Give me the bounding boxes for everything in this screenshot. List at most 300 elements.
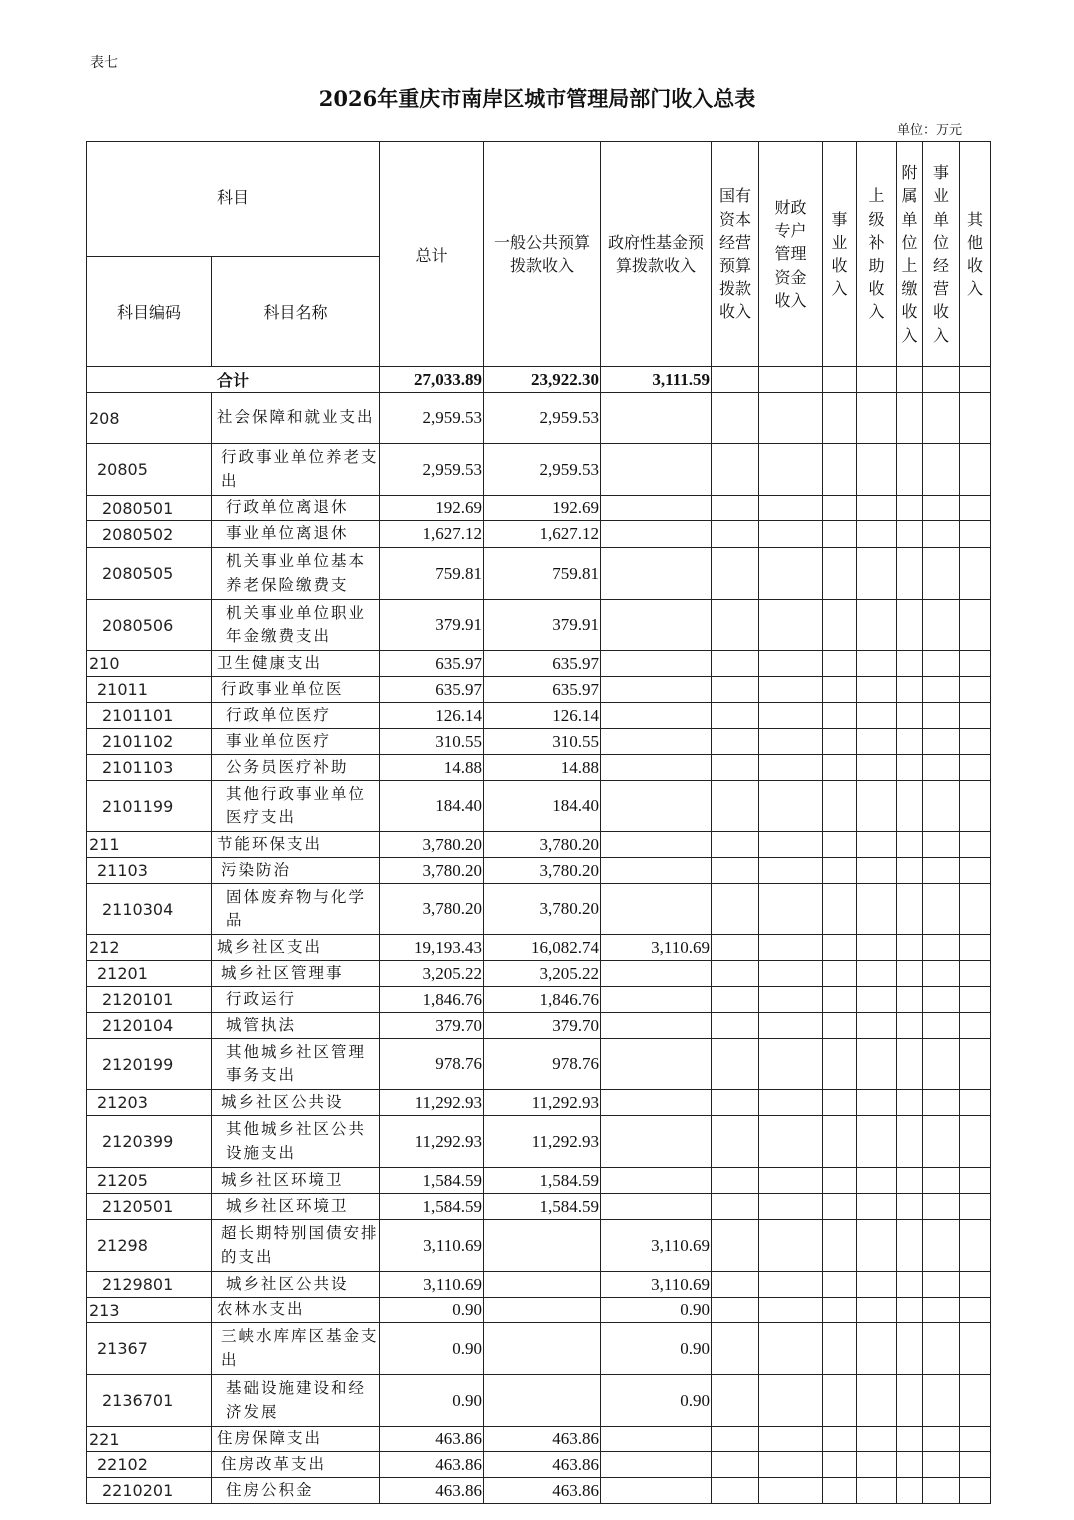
gov-fund-amount: [601, 496, 712, 521]
total-amount: 3,780.20: [380, 858, 484, 884]
empty-cell: [759, 600, 823, 651]
empty-cell: [712, 961, 759, 987]
table-row: [87, 393, 991, 444]
empty-cell: [857, 935, 897, 961]
empty-cell: [823, 884, 857, 935]
empty-cell: [923, 1220, 960, 1272]
subject-name: 节能环保支出: [212, 832, 380, 858]
empty-cell: [923, 444, 960, 496]
general-budget-amount: 184.40: [484, 781, 601, 832]
table-row: [87, 961, 991, 987]
empty-cell: [759, 961, 823, 987]
table-row: [87, 987, 991, 1013]
empty-cell: [823, 1116, 857, 1168]
empty-cell: [857, 884, 897, 935]
subject-name: 污染防治: [212, 858, 380, 884]
gov-fund-amount: [601, 548, 712, 600]
gov-fund-amount: [601, 444, 712, 496]
empty-cell: [712, 1039, 759, 1090]
subject-code: 2129801: [87, 1272, 212, 1298]
table-row: [87, 548, 991, 600]
total-amount: 0.90: [380, 1375, 484, 1427]
total-amount: 1,584.59: [380, 1194, 484, 1220]
empty-cell: [759, 1220, 823, 1272]
empty-cell: [923, 1090, 960, 1116]
empty-cell: [960, 755, 991, 781]
empty-cell: [759, 548, 823, 600]
empty-cell: [960, 884, 991, 935]
gov-fund-amount: 3,110.69: [601, 935, 712, 961]
empty-cell: [759, 755, 823, 781]
subject-code: 213: [87, 1298, 212, 1323]
empty-cell: [759, 1298, 823, 1323]
subject-name: 行政事业单位养老支出: [212, 444, 380, 496]
empty-cell: [960, 858, 991, 884]
subject-name: 卫生健康支出: [212, 651, 380, 677]
empty-cell: [960, 367, 991, 393]
general-budget-amount: 635.97: [484, 677, 601, 703]
table-row: [87, 729, 991, 755]
general-budget-amount: 463.86: [484, 1452, 601, 1478]
gov-fund-amount: 3,110.69: [601, 1220, 712, 1272]
general-budget-amount: 2,959.53: [484, 444, 601, 496]
empty-cell: [712, 1298, 759, 1323]
empty-cell: [960, 1323, 991, 1375]
empty-cell: [823, 858, 857, 884]
subject-name: 行政运行: [212, 987, 380, 1013]
empty-cell: [759, 1013, 823, 1039]
empty-cell: [712, 832, 759, 858]
empty-cell: [712, 393, 759, 444]
empty-cell: [923, 1039, 960, 1090]
subject-name: 住房改革支出: [212, 1452, 380, 1478]
empty-cell: [823, 651, 857, 677]
total-amount: 463.86: [380, 1427, 484, 1452]
total-amount: 14.88: [380, 755, 484, 781]
empty-cell: [897, 521, 923, 548]
gov-fund-amount: [601, 1427, 712, 1452]
total-row: [87, 367, 991, 393]
subject-name: 城乡社区管理事: [212, 961, 380, 987]
empty-cell: [759, 1452, 823, 1478]
empty-cell: [759, 1478, 823, 1504]
empty-cell: [759, 496, 823, 521]
table-row: [87, 1478, 991, 1504]
empty-cell: [960, 677, 991, 703]
empty-cell: [897, 961, 923, 987]
empty-cell: [857, 755, 897, 781]
empty-cell: [712, 1478, 759, 1504]
empty-cell: [897, 1452, 923, 1478]
empty-cell: [923, 729, 960, 755]
gov-fund-amount: [601, 393, 712, 444]
empty-cell: [960, 1039, 991, 1090]
table-row: [87, 651, 991, 677]
empty-cell: [823, 1168, 857, 1194]
gov-fund-amount: [601, 1478, 712, 1504]
subject-code: 21103: [87, 858, 212, 884]
general-budget-amount: 1,846.76: [484, 987, 601, 1013]
general-budget-amount: 1,584.59: [484, 1194, 601, 1220]
header-subject: 科目: [87, 142, 380, 257]
subject-code: 211: [87, 832, 212, 858]
empty-cell: [960, 1220, 991, 1272]
general-budget-amount: 126.14: [484, 703, 601, 729]
empty-cell: [897, 1478, 923, 1504]
empty-cell: [857, 548, 897, 600]
empty-cell: [857, 987, 897, 1013]
empty-cell: [823, 832, 857, 858]
empty-cell: [857, 1013, 897, 1039]
empty-cell: [897, 884, 923, 935]
subject-code: 2120101: [87, 987, 212, 1013]
table-row: [87, 1116, 991, 1168]
gov-fund-amount: 0.90: [601, 1298, 712, 1323]
empty-cell: [960, 1298, 991, 1323]
empty-cell: [923, 961, 960, 987]
empty-cell: [712, 548, 759, 600]
empty-cell: [923, 1478, 960, 1504]
subject-code: 212: [87, 935, 212, 961]
empty-cell: [823, 548, 857, 600]
empty-cell: [923, 935, 960, 961]
empty-cell: [823, 1375, 857, 1427]
gov-fund-amount: [601, 677, 712, 703]
empty-cell: [960, 600, 991, 651]
empty-cell: [712, 1427, 759, 1452]
empty-cell: [857, 444, 897, 496]
empty-cell: [960, 521, 991, 548]
empty-cell: [759, 651, 823, 677]
empty-cell: [823, 1452, 857, 1478]
gov-fund-amount: [601, 703, 712, 729]
empty-cell: [960, 548, 991, 600]
empty-cell: [960, 393, 991, 444]
table-row: [87, 781, 991, 832]
subject-code: 2101103: [87, 755, 212, 781]
empty-cell: [960, 1452, 991, 1478]
empty-cell: [712, 367, 759, 393]
empty-cell: [857, 1272, 897, 1298]
empty-cell: [823, 521, 857, 548]
empty-cell: [712, 1375, 759, 1427]
empty-cell: [923, 1427, 960, 1452]
table-row: [87, 444, 991, 496]
table-number: 表七: [90, 55, 118, 71]
general-budget-amount: 3,780.20: [484, 832, 601, 858]
empty-cell: [897, 1013, 923, 1039]
empty-cell: [897, 651, 923, 677]
table-row: [87, 1168, 991, 1194]
subject-name: 其他城乡社区公共设施支出: [212, 1116, 380, 1168]
general-budget-amount: 3,780.20: [484, 884, 601, 935]
empty-cell: [823, 1039, 857, 1090]
gov-fund-amount: [601, 651, 712, 677]
empty-cell: [897, 1298, 923, 1323]
subject-name: 农林水支出: [212, 1298, 380, 1323]
general-budget-amount: [484, 1220, 601, 1272]
gov-fund-amount: [601, 1039, 712, 1090]
empty-cell: [960, 1168, 991, 1194]
subject-code: 2136701: [87, 1375, 212, 1427]
empty-cell: [923, 1194, 960, 1220]
empty-cell: [857, 367, 897, 393]
total-amount: 635.97: [380, 677, 484, 703]
empty-cell: [823, 961, 857, 987]
empty-cell: [960, 1478, 991, 1504]
header-gov-fund: 政府性基金预算拨款收入: [601, 142, 712, 367]
empty-cell: [823, 600, 857, 651]
page-title: 2026年重庆市南岸区城市管理局部门收入总表: [318, 86, 756, 111]
empty-cell: [897, 600, 923, 651]
empty-cell: [897, 781, 923, 832]
empty-cell: [759, 729, 823, 755]
subject-code: 2080505: [87, 548, 212, 600]
general-budget-amount: 192.69: [484, 496, 601, 521]
table-row: [87, 496, 991, 521]
gov-fund-amount: [601, 521, 712, 548]
empty-cell: [823, 1220, 857, 1272]
table-row: [87, 832, 991, 858]
empty-cell: [823, 1478, 857, 1504]
subject-code: 21011: [87, 677, 212, 703]
empty-cell: [960, 703, 991, 729]
total-amount: 310.55: [380, 729, 484, 755]
subject-name: 机关事业单位职业年金缴费支出: [212, 600, 380, 651]
gov-fund-amount: [601, 1013, 712, 1039]
table-row: [87, 1375, 991, 1427]
gov-fund-amount: [601, 1090, 712, 1116]
empty-cell: [857, 521, 897, 548]
empty-cell: [897, 496, 923, 521]
header-superior-subsidy: 上级补助收入: [857, 142, 897, 367]
empty-cell: [897, 1220, 923, 1272]
general-budget-amount: 3,205.22: [484, 961, 601, 987]
empty-cell: [759, 1116, 823, 1168]
empty-cell: [897, 987, 923, 1013]
empty-cell: [923, 755, 960, 781]
empty-cell: [897, 1090, 923, 1116]
general-budget-amount: [484, 1272, 601, 1298]
subject-name: 公务员医疗补助: [212, 755, 380, 781]
subject-code: 22102: [87, 1452, 212, 1478]
empty-cell: [759, 884, 823, 935]
empty-cell: [712, 1220, 759, 1272]
empty-cell: [823, 729, 857, 755]
general-budget-amount: 3,780.20: [484, 858, 601, 884]
empty-cell: [960, 729, 991, 755]
table-row: [87, 1039, 991, 1090]
total-label: 合计: [87, 367, 380, 393]
subject-name: 机关事业单位基本养老保险缴费支: [212, 548, 380, 600]
empty-cell: [712, 677, 759, 703]
empty-cell: [823, 935, 857, 961]
unit-label: 单位：万元: [896, 123, 962, 138]
header-business-income: 事业收入: [823, 142, 857, 367]
subject-code: 21201: [87, 961, 212, 987]
general-budget-amount: 463.86: [484, 1478, 601, 1504]
empty-cell: [897, 832, 923, 858]
empty-cell: [712, 1116, 759, 1168]
general-budget-amount: 463.86: [484, 1427, 601, 1452]
subject-code: 21298: [87, 1220, 212, 1272]
subject-name: 其他城乡社区管理事务支出: [212, 1039, 380, 1090]
table-row: [87, 1323, 991, 1375]
empty-cell: [960, 1090, 991, 1116]
empty-cell: [759, 1090, 823, 1116]
empty-cell: [923, 600, 960, 651]
empty-cell: [857, 1375, 897, 1427]
empty-cell: [823, 1013, 857, 1039]
subject-name: 固体废弃物与化学品: [212, 884, 380, 935]
general-budget-amount: 11,292.93: [484, 1116, 601, 1168]
total-amount: 3,780.20: [380, 884, 484, 935]
empty-cell: [759, 781, 823, 832]
total-amount: 19,193.43: [380, 935, 484, 961]
empty-cell: [712, 600, 759, 651]
gov-fund-amount: [601, 781, 712, 832]
header-general-budget: 一般公共预算拨款收入: [484, 142, 601, 367]
subject-code: 21367: [87, 1323, 212, 1375]
subject-code: 2080506: [87, 600, 212, 651]
subject-code: 210: [87, 651, 212, 677]
empty-cell: [712, 755, 759, 781]
empty-cell: [823, 677, 857, 703]
table-row: [87, 1298, 991, 1323]
empty-cell: [712, 1013, 759, 1039]
empty-cell: [759, 521, 823, 548]
subject-name: 城乡社区环境卫: [212, 1194, 380, 1220]
subject-code: 2210201: [87, 1478, 212, 1504]
table-row: [87, 600, 991, 651]
total-amount: 11,292.93: [380, 1116, 484, 1168]
empty-cell: [712, 521, 759, 548]
total-general-budget: 23,922.30: [484, 367, 601, 393]
empty-cell: [857, 1427, 897, 1452]
total-amount: 463.86: [380, 1478, 484, 1504]
empty-cell: [823, 393, 857, 444]
total-amount: 27,033.89: [380, 367, 484, 393]
subject-code: 2101199: [87, 781, 212, 832]
header-affiliated-remit: 附属单位上缴收入: [897, 142, 923, 367]
empty-cell: [823, 781, 857, 832]
empty-cell: [712, 1323, 759, 1375]
total-amount: 759.81: [380, 548, 484, 600]
empty-cell: [823, 703, 857, 729]
empty-cell: [759, 987, 823, 1013]
empty-cell: [712, 884, 759, 935]
subject-name: 事业单位离退休: [212, 521, 380, 548]
total-amount: 2,959.53: [380, 393, 484, 444]
subject-code: 21203: [87, 1090, 212, 1116]
subject-name: 行政单位离退休: [212, 496, 380, 521]
gov-fund-amount: [601, 729, 712, 755]
subject-code: 2101102: [87, 729, 212, 755]
general-budget-amount: 310.55: [484, 729, 601, 755]
empty-cell: [897, 703, 923, 729]
subject-code: 2110304: [87, 884, 212, 935]
empty-cell: [759, 1168, 823, 1194]
empty-cell: [823, 1194, 857, 1220]
empty-cell: [897, 1194, 923, 1220]
header-operating-income: 事业单位经营收入: [923, 142, 960, 367]
gov-fund-amount: [601, 832, 712, 858]
table-row: [87, 1194, 991, 1220]
empty-cell: [857, 961, 897, 987]
empty-cell: [897, 1039, 923, 1090]
empty-cell: [857, 1323, 897, 1375]
empty-cell: [923, 1272, 960, 1298]
subject-code: 2120399: [87, 1116, 212, 1168]
general-budget-amount: 978.76: [484, 1039, 601, 1090]
empty-cell: [923, 858, 960, 884]
table-row: [87, 858, 991, 884]
header-subject-code: 科目编码: [87, 257, 212, 367]
empty-cell: [857, 1090, 897, 1116]
header-total: 总计: [380, 142, 484, 367]
empty-cell: [960, 1194, 991, 1220]
subject-name: 社会保障和就业支出: [212, 393, 380, 444]
empty-cell: [759, 1375, 823, 1427]
empty-cell: [857, 703, 897, 729]
empty-cell: [897, 1272, 923, 1298]
empty-cell: [823, 987, 857, 1013]
empty-cell: [857, 729, 897, 755]
empty-cell: [897, 444, 923, 496]
empty-cell: [897, 1427, 923, 1452]
empty-cell: [897, 548, 923, 600]
empty-cell: [759, 1194, 823, 1220]
general-budget-amount: 379.91: [484, 600, 601, 651]
general-budget-amount: [484, 1375, 601, 1427]
gov-fund-amount: [601, 987, 712, 1013]
general-budget-amount: 11,292.93: [484, 1090, 601, 1116]
gov-fund-amount: 3,110.69: [601, 1272, 712, 1298]
empty-cell: [857, 1220, 897, 1272]
header-state-capital: 国有资本经营预算拨款收入: [712, 142, 759, 367]
table-row: [87, 1272, 991, 1298]
subject-name: 城乡社区支出: [212, 935, 380, 961]
empty-cell: [712, 858, 759, 884]
table-row: [87, 1452, 991, 1478]
general-budget-amount: [484, 1323, 601, 1375]
empty-cell: [960, 1116, 991, 1168]
empty-cell: [759, 444, 823, 496]
empty-cell: [759, 703, 823, 729]
empty-cell: [923, 703, 960, 729]
total-amount: 2,959.53: [380, 444, 484, 496]
total-amount: 1,627.12: [380, 521, 484, 548]
subject-code: 208: [87, 393, 212, 444]
gov-fund-amount: [601, 858, 712, 884]
table-row: [87, 755, 991, 781]
header-other-income: 其他收入: [960, 142, 991, 367]
table-row: [87, 1013, 991, 1039]
empty-cell: [857, 1116, 897, 1168]
total-amount: 1,846.76: [380, 987, 484, 1013]
header-subject-name: 科目名称: [212, 257, 380, 367]
empty-cell: [960, 935, 991, 961]
subject-code: 2120104: [87, 1013, 212, 1039]
gov-fund-amount: [601, 1116, 712, 1168]
empty-cell: [960, 651, 991, 677]
subject-name: 其他行政事业单位医疗支出: [212, 781, 380, 832]
total-amount: 635.97: [380, 651, 484, 677]
empty-cell: [960, 1272, 991, 1298]
general-budget-amount: 1,584.59: [484, 1168, 601, 1194]
total-amount: 3,205.22: [380, 961, 484, 987]
empty-cell: [923, 548, 960, 600]
